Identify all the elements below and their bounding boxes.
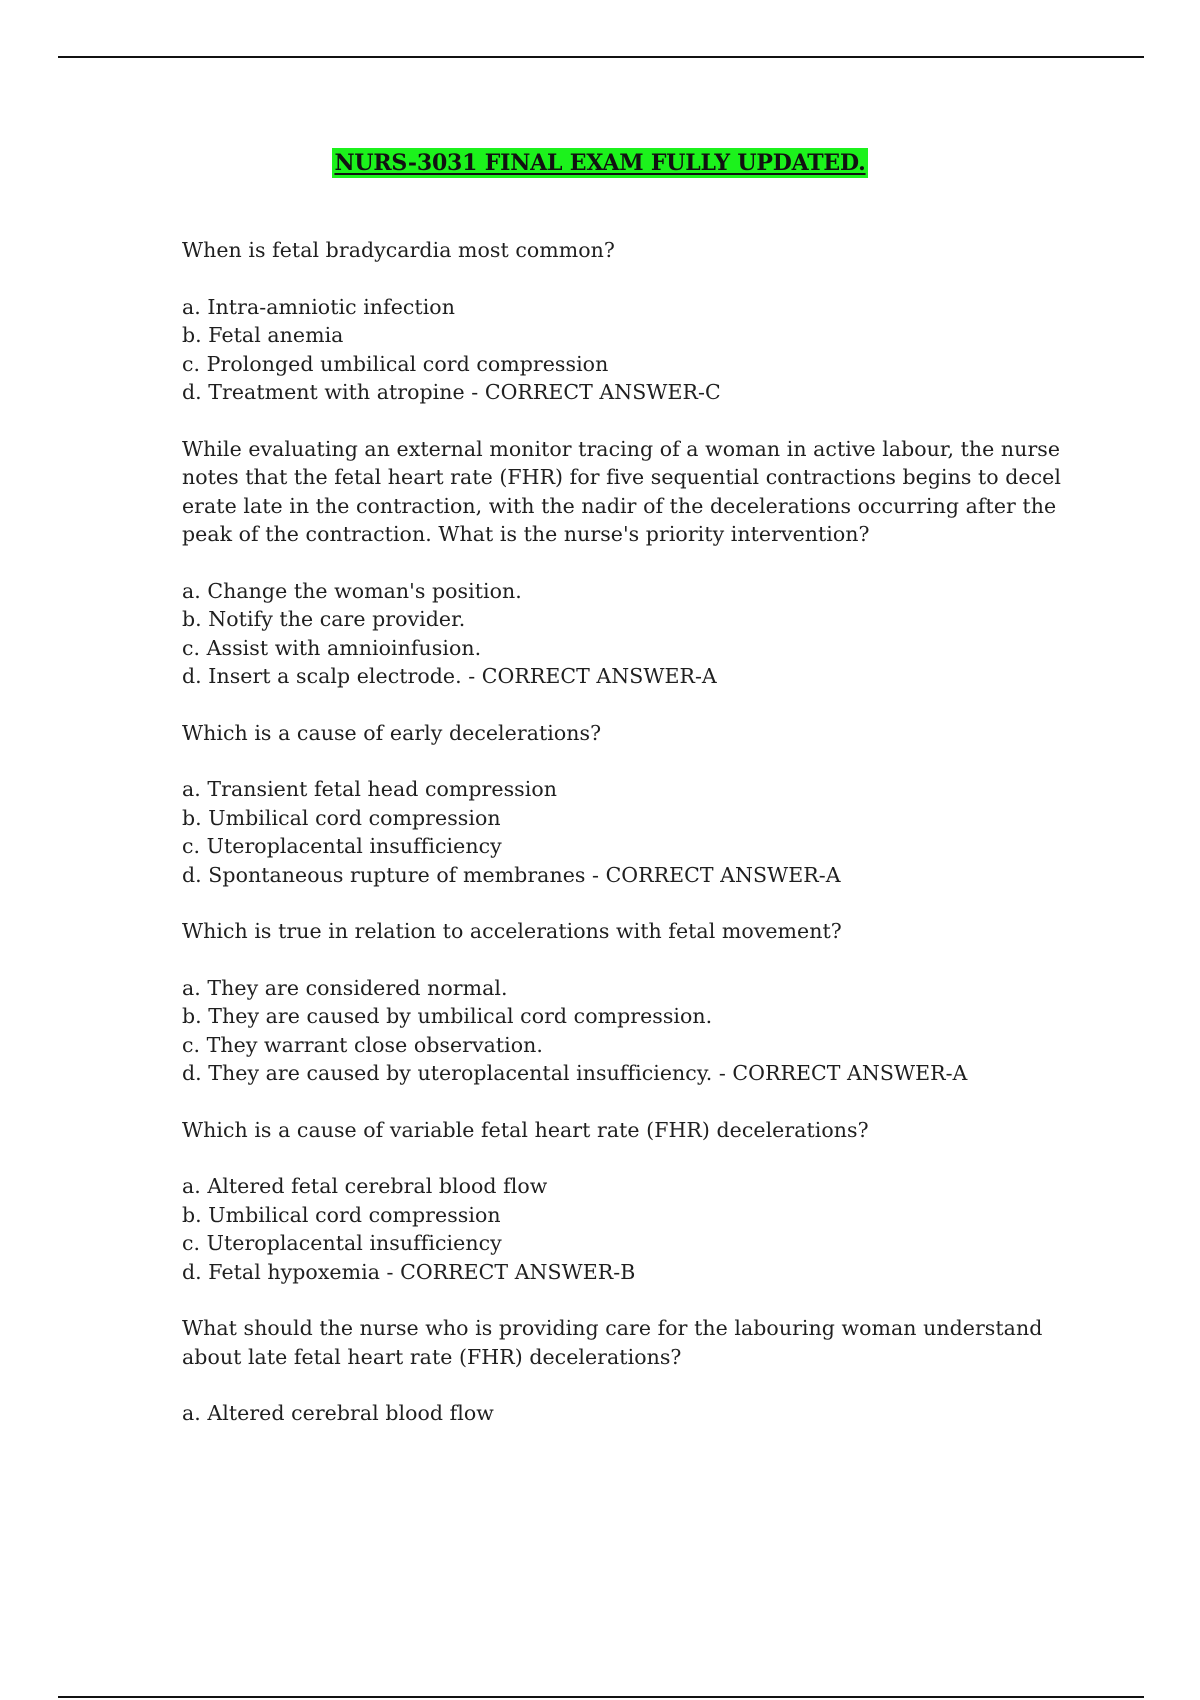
question-text: What should the nurse who is providing care for the labouring woman understand about late fetal heart rate (FHR) decelerations? [182,1316,1043,1369]
question-text: Which is a cause of variable fetal heart rate (FHR) decelerations? [182,1117,869,1142]
bottom-rule [58,1696,1144,1698]
answer-option: b. Notify the care provider. [182,607,466,631]
answer-option: a. Altered cerebral blood flow [182,1401,494,1425]
question-text: When is fetal bradycardia most common? [182,238,615,262]
answer-option: d. Insert a scalp electrode. - CORRECT ANSWER-A [182,664,717,688]
answer-option: d. Fetal hypoxemia - CORRECT ANSWER-B [182,1259,636,1284]
answer-option: a. They are considered normal. [182,975,508,1000]
title-container [0,148,1200,178]
answer-option: a. Altered fetal cerebral blood flow [182,1174,548,1198]
document-body [182,236,1062,1456]
answer-option: d. They are caused by uteroplacental insufficiency. - CORRECT ANSWER-A [182,1061,968,1085]
document-title: NURS-3031 FINAL EXAM FULLY UPDATED. [334,150,866,176]
question-block-5 [182,1116,1062,1287]
answer-option: c. Uteroplacental insufficiency [182,834,502,858]
answer-option: c. They warrant close observation. [182,1032,543,1057]
question-block-2 [182,435,1062,691]
question-text: While evaluating an external monitor tracing of a woman in active labour, the nurse notes that the fetal heart rate (FHR) for five sequential contractions begins to decelerate late in the contraction, with the nadir of the decelerations occurring after the peak of the contraction. What is the nurse's priority intervention? [182,436,1061,546]
answer-option: c. Assist with amnioinfusion. [182,635,482,660]
question-block-1 [182,236,1062,407]
answer-option: b. Fetal anemia [182,323,344,347]
top-rule [58,56,1144,58]
answer-option: d. Treatment with atropine - CORRECT ANSWER-C [182,380,721,404]
question-block-3 [182,719,1062,890]
question-text: Which is a cause of early decelerations? [182,720,602,745]
question-block-6 [182,1314,1062,1428]
answer-option: b. They are caused by umbilical cord compression. [182,1004,713,1028]
answer-option: a. Intra-amniotic infection [182,294,455,319]
answer-option: a. Change the woman's position. [182,578,522,603]
question-block-4 [182,917,1062,1088]
answer-option: b. Umbilical cord compression [182,805,501,830]
question-text: Which is true in relation to accelerations with fetal movement? [182,919,842,943]
answer-option: c. Prolonged umbilical cord compression [182,351,609,376]
answer-option: a. Transient fetal head compression [182,777,557,801]
answer-option: d. Spontaneous rupture of membranes - CORRECT ANSWER-A [182,862,841,887]
answer-option: c. Uteroplacental insufficiency [182,1231,502,1255]
answer-option: b. Umbilical cord compression [182,1202,501,1227]
